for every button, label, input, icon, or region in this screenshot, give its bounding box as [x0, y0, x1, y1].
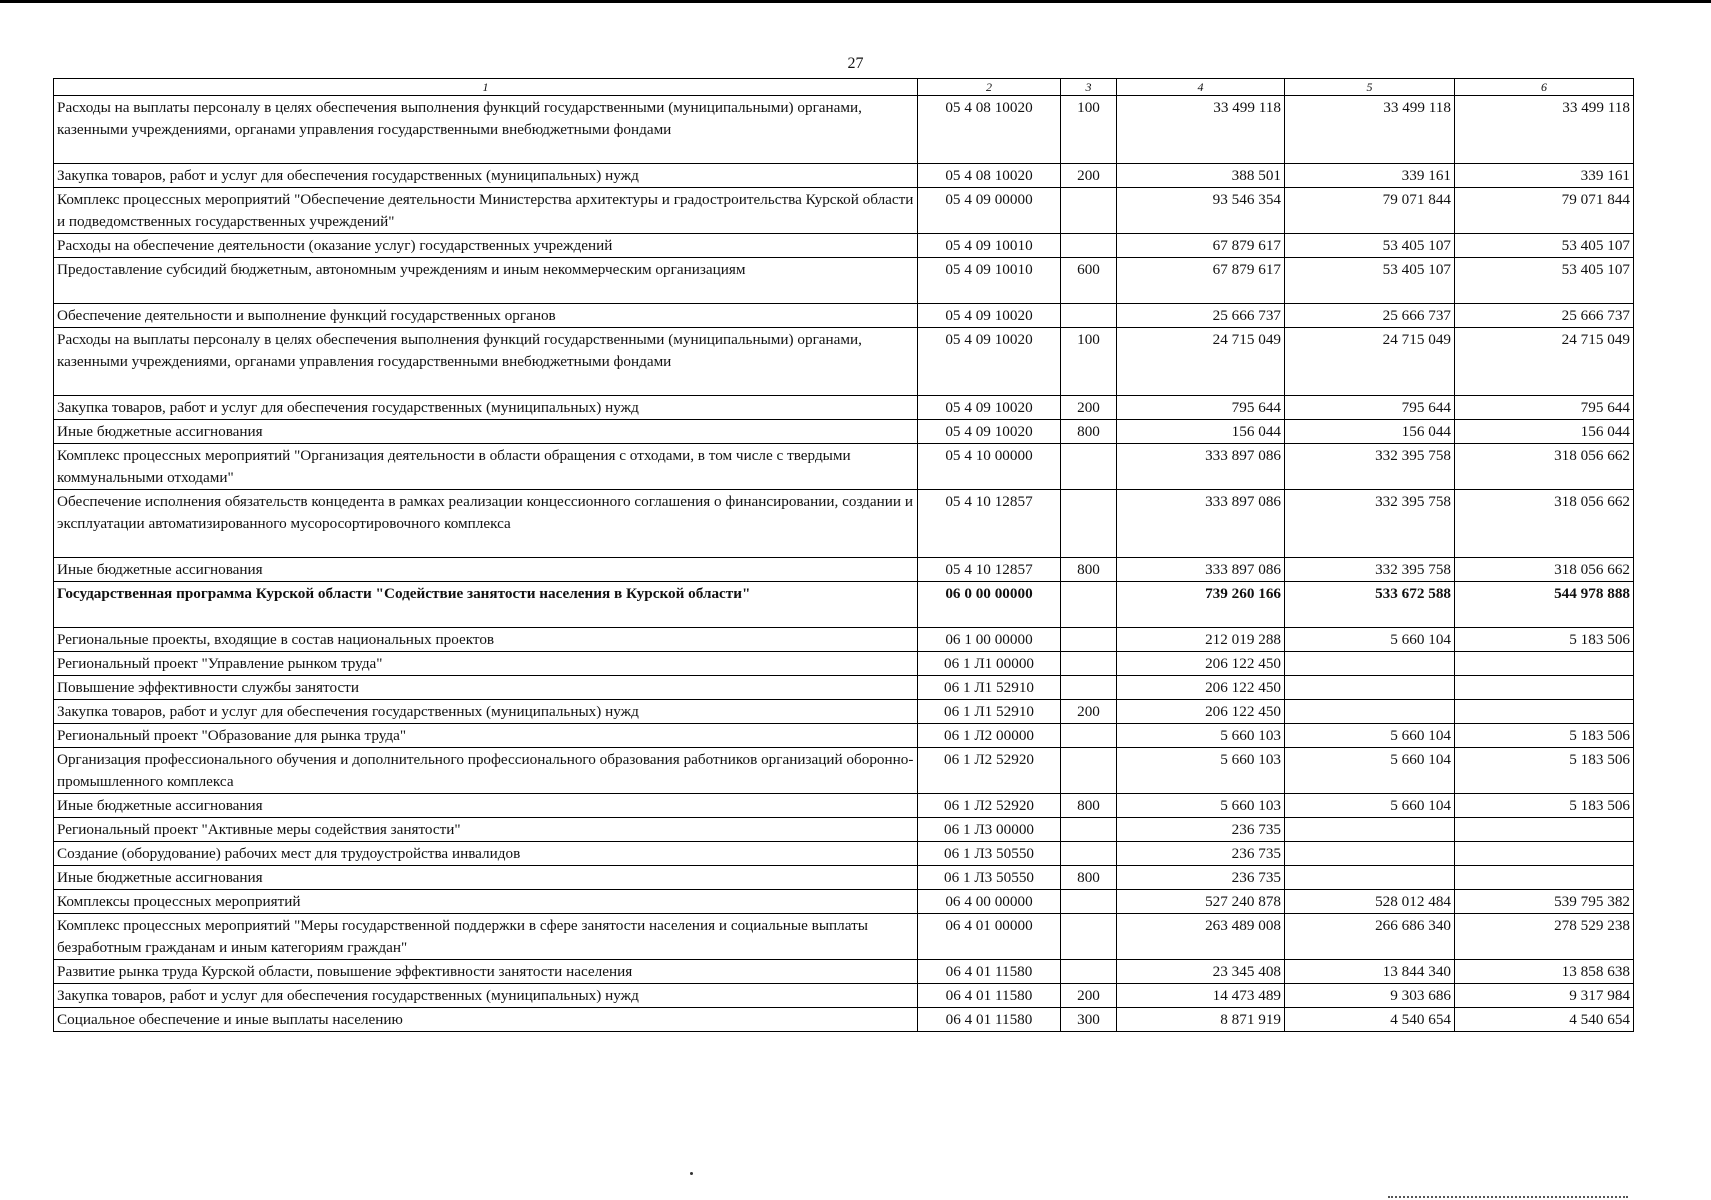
row-value-2026-cell: 5 660 104 [1285, 794, 1455, 818]
row-kvr-cell: 100 [1061, 96, 1117, 164]
table-row [54, 234, 1634, 258]
row-code-cell: 05 4 10 12857 [918, 490, 1061, 558]
row-value-2027-cell: 4 540 654 [1455, 1008, 1634, 1032]
row-value-2027-cell: 5 183 506 [1455, 724, 1634, 748]
row-value-2027-cell: 53 405 107 [1455, 234, 1634, 258]
row-value-2025-cell: 236 735 [1117, 818, 1285, 842]
row-name-cell: Развитие рынка труда Курской области, повышение эффективности занятости населения [54, 960, 918, 984]
row-value-2025-cell: 23 345 408 [1117, 960, 1285, 984]
row-value-2025-cell: 206 122 450 [1117, 652, 1285, 676]
row-name-cell: Региональный проект "Образование для рынка труда" [54, 724, 918, 748]
table-row [54, 676, 1634, 700]
row-code-cell: 06 1 Л2 52920 [918, 794, 1061, 818]
table-row [54, 328, 1634, 396]
row-code-cell: 06 4 01 11580 [918, 1008, 1061, 1032]
column-header: 5 [1285, 79, 1455, 96]
table-row [54, 700, 1634, 724]
row-value-2026-cell: 53 405 107 [1285, 234, 1455, 258]
row-value-2026-cell: 332 395 758 [1285, 444, 1455, 490]
row-value-2026-cell: 5 660 104 [1285, 724, 1455, 748]
row-code-cell: 06 1 Л1 00000 [918, 652, 1061, 676]
row-value-2027-cell: 339 161 [1455, 164, 1634, 188]
row-value-2027-cell [1455, 700, 1634, 724]
row-kvr-cell [1061, 890, 1117, 914]
row-name-cell: Обеспечение деятельности и выполнение функций государственных органов [54, 304, 918, 328]
row-kvr-cell [1061, 818, 1117, 842]
table-row [54, 188, 1634, 234]
table-row [54, 842, 1634, 866]
row-value-2027-cell [1455, 652, 1634, 676]
row-name-cell: Комплекс процессных мероприятий "Организация деятельности в области обращения с отходами, в том числе с твердыми коммунальными отходами" [54, 444, 918, 490]
table-row [54, 444, 1634, 490]
row-value-2025-cell: 236 735 [1117, 842, 1285, 866]
row-value-2026-cell [1285, 700, 1455, 724]
row-value-2025-cell: 93 546 354 [1117, 188, 1285, 234]
row-value-2026-cell: 25 666 737 [1285, 304, 1455, 328]
row-value-2027-cell: 795 644 [1455, 396, 1634, 420]
row-code-cell: 06 1 Л2 52920 [918, 748, 1061, 794]
row-kvr-cell [1061, 914, 1117, 960]
column-header: 1 [54, 79, 918, 96]
row-value-2027-cell: 318 056 662 [1455, 558, 1634, 582]
table-row [54, 490, 1634, 558]
row-value-2027-cell: 318 056 662 [1455, 444, 1634, 490]
row-code-cell: 06 1 Л3 50550 [918, 866, 1061, 890]
row-name-cell: Создание (оборудование) рабочих мест для трудоустройства инвалидов [54, 842, 918, 866]
row-name-cell: Комплексы процессных мероприятий [54, 890, 918, 914]
row-kvr-cell: 200 [1061, 396, 1117, 420]
row-code-cell: 05 4 09 10020 [918, 304, 1061, 328]
table-row [54, 960, 1634, 984]
row-kvr-cell: 100 [1061, 328, 1117, 396]
row-kvr-cell [1061, 676, 1117, 700]
row-value-2025-cell: 236 735 [1117, 866, 1285, 890]
row-value-2025-cell: 24 715 049 [1117, 328, 1285, 396]
row-value-2026-cell: 24 715 049 [1285, 328, 1455, 396]
row-code-cell: 06 1 Л1 52910 [918, 700, 1061, 724]
row-value-2025-cell: 206 122 450 [1117, 700, 1285, 724]
top-border-line [0, 0, 1711, 3]
row-kvr-cell: 300 [1061, 1008, 1117, 1032]
row-value-2025-cell: 25 666 737 [1117, 304, 1285, 328]
row-value-2027-cell [1455, 866, 1634, 890]
table-row [54, 652, 1634, 676]
row-value-2027-cell [1455, 676, 1634, 700]
row-value-2025-cell: 14 473 489 [1117, 984, 1285, 1008]
row-code-cell: 05 4 09 10020 [918, 420, 1061, 444]
row-value-2025-cell: 263 489 008 [1117, 914, 1285, 960]
row-name-cell: Региональный проект "Активные меры содействия занятости" [54, 818, 918, 842]
row-kvr-cell: 800 [1061, 794, 1117, 818]
row-name-cell: Обеспечение исполнения обязательств концедента в рамках реализации концессионного соглашения о финансировании, создании и эксплуатации автоматизированного мусоросортировочного комплекса [54, 490, 918, 558]
row-value-2026-cell [1285, 676, 1455, 700]
row-name-cell: Социальное обеспечение и иные выплаты населению [54, 1008, 918, 1032]
row-code-cell: 06 4 01 11580 [918, 984, 1061, 1008]
row-kvr-cell [1061, 188, 1117, 234]
row-kvr-cell [1061, 748, 1117, 794]
row-kvr-cell: 600 [1061, 258, 1117, 304]
row-value-2025-cell: 5 660 103 [1117, 724, 1285, 748]
table-row [54, 304, 1634, 328]
budget-table [53, 78, 1634, 1032]
row-code-cell: 06 1 00 00000 [918, 628, 1061, 652]
row-code-cell: 06 4 01 00000 [918, 914, 1061, 960]
row-value-2027-cell: 318 056 662 [1455, 490, 1634, 558]
row-value-2026-cell [1285, 818, 1455, 842]
row-code-cell: 05 4 09 10020 [918, 396, 1061, 420]
row-name-cell: Государственная программа Курской области "Содействие занятости населения в Курской области" [54, 582, 918, 628]
table-row [54, 96, 1634, 164]
table-row [54, 258, 1634, 304]
table-row [54, 914, 1634, 960]
row-code-cell: 05 4 08 10020 [918, 96, 1061, 164]
table-row [54, 984, 1634, 1008]
row-value-2026-cell: 795 644 [1285, 396, 1455, 420]
row-value-2026-cell: 533 672 588 [1285, 582, 1455, 628]
row-code-cell: 06 1 Л1 52910 [918, 676, 1061, 700]
row-value-2027-cell: 25 666 737 [1455, 304, 1634, 328]
table-row [54, 866, 1634, 890]
row-value-2025-cell: 206 122 450 [1117, 676, 1285, 700]
row-kvr-cell [1061, 582, 1117, 628]
row-name-cell: Региональный проект "Управление рынком труда" [54, 652, 918, 676]
row-value-2026-cell [1285, 652, 1455, 676]
row-value-2026-cell: 53 405 107 [1285, 258, 1455, 304]
row-code-cell: 05 4 10 12857 [918, 558, 1061, 582]
row-value-2025-cell: 5 660 103 [1117, 748, 1285, 794]
row-name-cell: Расходы на выплаты персоналу в целях обеспечения выполнения функций государственными (муниципальными) органами, казенными учреждениями, органами управления государственными внебюджетными фондами [54, 96, 918, 164]
row-code-cell: 05 4 09 10010 [918, 234, 1061, 258]
row-value-2027-cell: 9 317 984 [1455, 984, 1634, 1008]
row-kvr-cell: 800 [1061, 420, 1117, 444]
row-name-cell: Иные бюджетные ассигнования [54, 866, 918, 890]
row-kvr-cell: 200 [1061, 700, 1117, 724]
column-header: 2 [918, 79, 1061, 96]
row-value-2026-cell: 33 499 118 [1285, 96, 1455, 164]
row-code-cell: 06 1 Л3 00000 [918, 818, 1061, 842]
row-value-2027-cell [1455, 818, 1634, 842]
row-value-2026-cell: 5 660 104 [1285, 748, 1455, 794]
row-name-cell: Организация профессионального обучения и дополнительного профессионального образования работников организаций оборонно-промышленного комплекса [54, 748, 918, 794]
row-name-cell: Закупка товаров, работ и услуг для обеспечения государственных (муниципальных) нужд [54, 984, 918, 1008]
row-kvr-cell: 800 [1061, 558, 1117, 582]
row-code-cell: 05 4 08 10020 [918, 164, 1061, 188]
row-value-2027-cell: 33 499 118 [1455, 96, 1634, 164]
row-value-2027-cell: 5 183 506 [1455, 794, 1634, 818]
row-value-2026-cell: 79 071 844 [1285, 188, 1455, 234]
row-value-2027-cell: 53 405 107 [1455, 258, 1634, 304]
row-value-2025-cell: 527 240 878 [1117, 890, 1285, 914]
row-value-2025-cell: 33 499 118 [1117, 96, 1285, 164]
row-value-2026-cell: 5 660 104 [1285, 628, 1455, 652]
row-value-2027-cell: 5 183 506 [1455, 628, 1634, 652]
row-name-cell: Предоставление субсидий бюджетным, автономным учреждениям и иным некоммерческим организациям [54, 258, 918, 304]
row-code-cell: 05 4 09 10020 [918, 328, 1061, 396]
row-value-2026-cell: 339 161 [1285, 164, 1455, 188]
column-header: 4 [1117, 79, 1285, 96]
row-name-cell: Закупка товаров, работ и услуг для обеспечения государственных (муниципальных) нужд [54, 700, 918, 724]
row-code-cell: 06 4 00 00000 [918, 890, 1061, 914]
row-value-2027-cell: 79 071 844 [1455, 188, 1634, 234]
row-code-cell: 05 4 09 00000 [918, 188, 1061, 234]
row-name-cell: Комплекс процессных мероприятий "Меры государственной поддержки в сфере занятости населения и социальные выплаты безработным гражданам и иным категориям граждан" [54, 914, 918, 960]
table-row [54, 748, 1634, 794]
row-name-cell: Закупка товаров, работ и услуг для обеспечения государственных (муниципальных) нужд [54, 396, 918, 420]
row-value-2026-cell [1285, 866, 1455, 890]
row-value-2027-cell: 24 715 049 [1455, 328, 1634, 396]
row-kvr-cell [1061, 842, 1117, 866]
row-value-2025-cell: 333 897 086 [1117, 490, 1285, 558]
scan-dotted-line [1388, 1196, 1628, 1200]
row-value-2025-cell: 795 644 [1117, 396, 1285, 420]
row-name-cell: Расходы на обеспечение деятельности (оказание услуг) государственных учреждений [54, 234, 918, 258]
row-value-2027-cell: 5 183 506 [1455, 748, 1634, 794]
row-value-2025-cell: 388 501 [1117, 164, 1285, 188]
row-value-2027-cell: 544 978 888 [1455, 582, 1634, 628]
scan-speck [690, 1172, 693, 1175]
row-value-2027-cell: 539 795 382 [1455, 890, 1634, 914]
row-kvr-cell: 800 [1061, 866, 1117, 890]
table-row [54, 396, 1634, 420]
row-name-cell: Закупка товаров, работ и услуг для обеспечения государственных (муниципальных) нужд [54, 164, 918, 188]
row-value-2027-cell: 156 044 [1455, 420, 1634, 444]
row-value-2026-cell: 332 395 758 [1285, 558, 1455, 582]
row-kvr-cell [1061, 444, 1117, 490]
row-value-2025-cell: 8 871 919 [1117, 1008, 1285, 1032]
row-kvr-cell [1061, 724, 1117, 748]
row-value-2026-cell: 266 686 340 [1285, 914, 1455, 960]
row-value-2026-cell [1285, 842, 1455, 866]
row-value-2026-cell: 13 844 340 [1285, 960, 1455, 984]
row-value-2026-cell: 9 303 686 [1285, 984, 1455, 1008]
row-value-2026-cell: 4 540 654 [1285, 1008, 1455, 1032]
page-number: 27 [847, 55, 864, 72]
row-value-2027-cell: 13 858 638 [1455, 960, 1634, 984]
table-row [54, 164, 1634, 188]
column-header: 3 [1061, 79, 1117, 96]
row-value-2025-cell: 212 019 288 [1117, 628, 1285, 652]
row-kvr-cell [1061, 490, 1117, 558]
row-value-2025-cell: 333 897 086 [1117, 558, 1285, 582]
row-name-cell: Повышение эффективности службы занятости [54, 676, 918, 700]
table-row [54, 558, 1634, 582]
row-name-cell: Иные бюджетные ассигнования [54, 558, 918, 582]
row-kvr-cell [1061, 304, 1117, 328]
row-value-2025-cell: 67 879 617 [1117, 258, 1285, 304]
row-name-cell: Иные бюджетные ассигнования [54, 420, 918, 444]
table-row [54, 890, 1634, 914]
row-value-2025-cell: 739 260 166 [1117, 582, 1285, 628]
row-value-2026-cell: 528 012 484 [1285, 890, 1455, 914]
row-kvr-cell [1061, 960, 1117, 984]
table-row [54, 582, 1634, 628]
row-value-2025-cell: 5 660 103 [1117, 794, 1285, 818]
row-name-cell: Иные бюджетные ассигнования [54, 794, 918, 818]
table-row [54, 1008, 1634, 1032]
row-value-2027-cell: 278 529 238 [1455, 914, 1634, 960]
row-name-cell: Расходы на выплаты персоналу в целях обеспечения выполнения функций государственными (муниципальными) органами, казенными учреждениями, органами управления государственными внебюджетными фондами [54, 328, 918, 396]
table-row [54, 628, 1634, 652]
row-value-2026-cell: 156 044 [1285, 420, 1455, 444]
table-row [54, 818, 1634, 842]
row-kvr-cell [1061, 234, 1117, 258]
row-name-cell: Региональные проекты, входящие в состав национальных проектов [54, 628, 918, 652]
row-code-cell: 06 4 01 11580 [918, 960, 1061, 984]
table-row [54, 724, 1634, 748]
row-value-2025-cell: 67 879 617 [1117, 234, 1285, 258]
row-code-cell: 05 4 10 00000 [918, 444, 1061, 490]
row-code-cell: 06 1 Л3 50550 [918, 842, 1061, 866]
table-row [54, 420, 1634, 444]
row-code-cell: 06 0 00 00000 [918, 582, 1061, 628]
column-number-row [54, 79, 1634, 96]
row-kvr-cell: 200 [1061, 164, 1117, 188]
row-code-cell: 05 4 09 10010 [918, 258, 1061, 304]
column-header: 6 [1455, 79, 1634, 96]
table-row [54, 794, 1634, 818]
row-code-cell: 06 1 Л2 00000 [918, 724, 1061, 748]
row-name-cell: Комплекс процессных мероприятий "Обеспечение деятельности Министерства архитектуры и градостроительства Курской области и подведомственных государственных учреждений" [54, 188, 918, 234]
row-value-2026-cell: 332 395 758 [1285, 490, 1455, 558]
row-kvr-cell [1061, 652, 1117, 676]
row-kvr-cell: 200 [1061, 984, 1117, 1008]
row-kvr-cell [1061, 628, 1117, 652]
row-value-2025-cell: 156 044 [1117, 420, 1285, 444]
row-value-2027-cell [1455, 842, 1634, 866]
row-value-2025-cell: 333 897 086 [1117, 444, 1285, 490]
